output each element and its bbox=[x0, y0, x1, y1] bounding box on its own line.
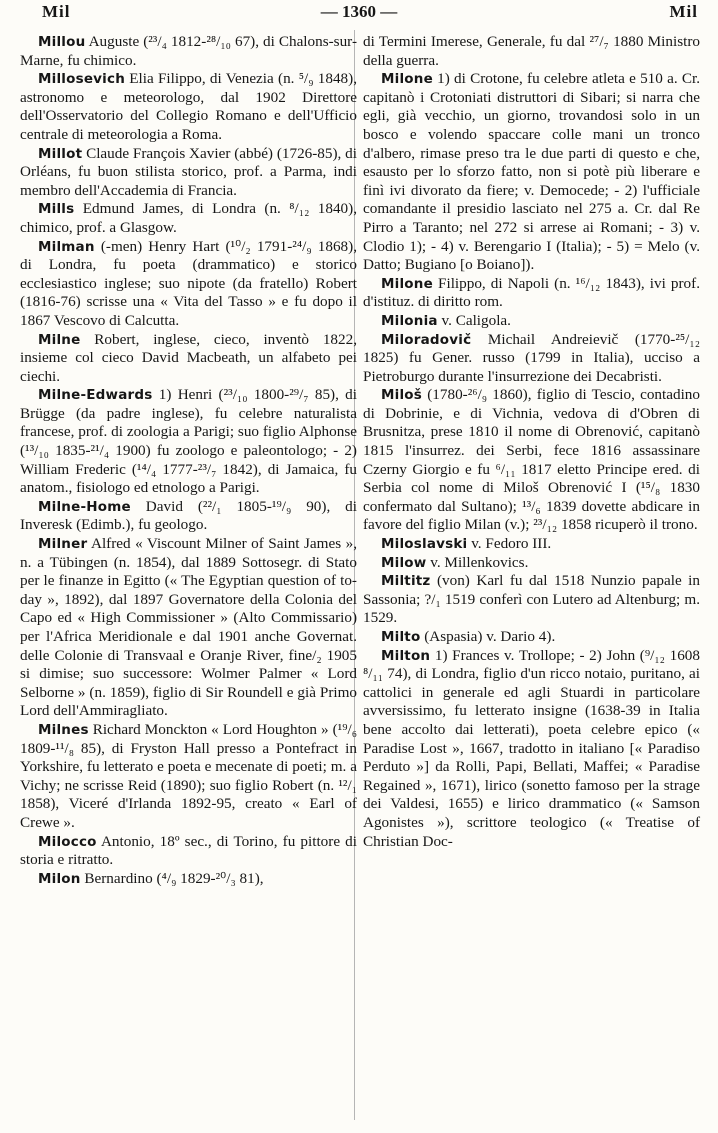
entry-miloslavski bbox=[363, 535, 700, 554]
header-right-guideword: Mil bbox=[669, 2, 698, 21]
headword: Milnes bbox=[38, 721, 89, 738]
entry-text: Auguste (²³/₄ 1812-²⁸/₁₀ 67), di Chalons-sur-Marne, fu chimico. bbox=[20, 33, 357, 69]
headword: Millot bbox=[38, 145, 83, 162]
entry-millou bbox=[20, 33, 357, 70]
entry-mills bbox=[20, 200, 357, 237]
headword: Milne-Home bbox=[38, 498, 131, 515]
entry-milone-filippo bbox=[363, 275, 700, 312]
entry-millot bbox=[20, 145, 357, 201]
entry-milner bbox=[20, 535, 357, 721]
entry-milow bbox=[363, 554, 700, 573]
headword: Milman bbox=[38, 238, 95, 255]
entry-milon bbox=[20, 870, 357, 889]
headword: Milon bbox=[38, 870, 81, 887]
headword: Miloš bbox=[381, 387, 422, 404]
entry-text: Edmund James, di Londra (n. ⁸/₁₂ 1840), chimico, prof. a Glasgow. bbox=[20, 200, 357, 236]
entry-text: Richard Monckton « Lord Houghton » (¹⁹/₆ 1809-¹¹/₈ 85), di Fryston Hall presso a Pontefract in Yorkshire, fu letterato e poeta e mecenate di poeti; m. a Vichy; ne scrisse Reid (1890); suo figlio Robert (n. ¹²/₁ 1858), Viceré d'Irlanda 1892-95, creato « Earl of Crewe ». bbox=[20, 720, 357, 831]
entry-text: (-men) Henry Hart (¹⁰/₂ 1791-²⁴/₉ 1868), di Londra, fu poeta (drammatico) e storico ecclesiastico inglese; suo nipote (da fratello) Robert (1816-76) scrisse una « Vita del Tasso » e fu dopo il 1867 Vescovo di Calcutta. bbox=[20, 237, 357, 329]
entry-text: Bernardino (⁴/₉ 1829-²⁰/₃ 81), bbox=[80, 869, 264, 887]
headword: Miltitz bbox=[381, 573, 431, 590]
headword: Milone bbox=[381, 275, 433, 292]
headword: Milonia bbox=[381, 312, 438, 329]
entry-text: (Aspasia) v. Dario 4). bbox=[420, 628, 556, 645]
entry-milman bbox=[20, 238, 357, 331]
entry-text: (von) Karl fu dal 1518 Nunzio papale in Sassonia; ?/₁ 1519 conferì con Lutero ad Altenburg; m. 1529. bbox=[363, 572, 700, 627]
entry-miloradovic bbox=[363, 331, 700, 387]
left-column bbox=[20, 33, 357, 888]
headword: Miloradovič bbox=[381, 331, 472, 348]
headword: Millosevich bbox=[38, 71, 126, 88]
headword: Mills bbox=[38, 201, 75, 218]
headword: Milne bbox=[38, 331, 81, 348]
headword: Millou bbox=[38, 34, 86, 50]
headword: Miloslavski bbox=[381, 536, 468, 553]
headword: Milto bbox=[381, 629, 421, 645]
headword: Milocco bbox=[38, 833, 97, 850]
entry-text: v. Caligola. bbox=[437, 311, 511, 329]
entry-text: 1) Henri (²³/₁₀ 1800-²⁹/₇ 85), di Brügge (da padre inglese), fu celebre naturalista francese, prof. di zoologia a Parigi; suo figlio Alphonse (¹³/₁₀ 1835-²¹/₄ 1900) fu zoologo e paleontologo; - 2) William Frederic (¹⁴/₄ 1777-²³/₇ 1842), di Jamaica, fu anatom., fisiologo ed etnologo a Parigi. bbox=[20, 386, 357, 497]
entry-text: Robert, inglese, cieco, inventò 1822, insieme col cieco David Macbeath, un alfabeto pei ciechi. bbox=[20, 330, 357, 385]
entry-text: 1) di Crotone, fu celebre atleta e 510 a. Cr. capitanò i Crotoniati distruttori di Sibari; si narra che egli, già vecchio, un giorno, trovandosi solo in un bosco e volendo spaccare colle mani un tronco d'albero, rimase preso tra le due parti di questo e che, esausto per lo sforzo fatto, non si potè più liberare e finì ivi divorato da fiere; v. Democede; - 2) l'ufficiale comandante il presidio lasciato nel 275 a. Cr. dal Re Pirro a Taranto; nel 272 si arrese ai Romani; - 3) v. Clodio 1); - 4) v. Berengario I (Italia); - 5) = Melo (v. Datto; Bugiano [o Boiano]). bbox=[363, 70, 700, 274]
entry-milon-continued bbox=[363, 33, 700, 70]
page-header bbox=[0, 0, 718, 26]
entry-milocco bbox=[20, 833, 357, 870]
entry-milonia bbox=[363, 312, 700, 331]
entry-text: David (²²/₁ 1805-¹⁹/₉ 90), di Inveresk (Edimb.), fu geologo. bbox=[20, 497, 357, 534]
entry-text: Alfred « Viscount Milner of Saint James », n. a Tübingen (n. 1854), dal 1889 Sottosegr. di Stato per le finanze in Egitto (« The Egyptian question of to-day », 1892), dal 1897 Governatore della Colonia del Capo ed « High Commissioner » (Alto Commissario) per l'Africa Meridionale e dal 1901 anche Governat. delle Colonie di Transvaal e Oranje River, fine/₂ 1905 si dimise; suo successore: Wolmer Palmer « Lord Selborne » (n. 1859), figlio di Sir Roundell e già Primo Lord dell'Ammiragliato. bbox=[20, 535, 357, 720]
entry-millosevich bbox=[20, 70, 357, 144]
right-column bbox=[363, 33, 700, 851]
entry-text: Claude François Xavier (abbé) (1726-85), di Orléans, fu buon stilista storico, prof. a Parma, indi membro dell'Accademia di Francia. bbox=[20, 144, 357, 199]
headword: Milton bbox=[381, 647, 431, 664]
entry-text: v. Fedoro III. bbox=[467, 535, 552, 553]
entry-milos bbox=[363, 386, 700, 535]
headword: Milone bbox=[381, 71, 433, 88]
entry-text: (1780-²⁶/₉ 1860), figlio di Tescio, contadino di Dobrinie, e di Vichnia, vedova di d'Obren di Brusnitza, prese 1810 il nome di Obrenović, capitanò 1815 l'insurrez. dei Serbi, fece 1816 assassinare Czerny Giorgio e fu ⁶/₁₁ 1817 eletto Principe ered. di Serbia col nome di Miloš Obrenović I (¹⁵/₈ 1830 confermato dal Sultano); ¹³/₆ 1839 dovette abdicare in favore del figlio Milan (v.); ²³/₁₂ 1858 ricuperò il trono. bbox=[363, 386, 700, 534]
headword: Milne-Edwards bbox=[38, 387, 153, 404]
headword: Milner bbox=[38, 536, 88, 553]
entry-milnes bbox=[20, 721, 357, 833]
entry-text: 1) Frances v. Trollope; - 2) John (⁹/₁₂ 1608 ⁸/₁₁ 74), di Londra, figlio d'un ricco notaio, puritano, ai cattolici in generale ed agli Stuardi in particolare avversissimo, fu letterato insigne (1638-39 in Italia bene accolto dai letterati), poeta celebre epico (« Paradise Lost », 1667, tradotto in italiano [« Paradiso Perduto »] da Rolli, Papi, Bellati, Maffei; « Paradise Regained », 1671), lirico (sonetto famoso per la strage dei Valdesi, 1655) e lirico drammatico (« Samson Agonistes »), scrittore teologico (« Treatise of Christian Doc- bbox=[363, 646, 700, 850]
entry-text: v. Millenkovics. bbox=[426, 553, 529, 571]
entry-text: Filippo, di Napoli (n. ¹⁶/₁₂ 1843), ivi prof. d'istituz. di diritto rom. bbox=[363, 274, 700, 311]
entry-milne-edwards bbox=[20, 386, 357, 498]
entry-milto bbox=[363, 628, 700, 647]
entry-text: di Termini Imerese, Generale, fu dal ²⁷/₇ 1880 Ministro della guerra. bbox=[363, 33, 700, 69]
entry-text: Michail Andreievič (1770-²⁵/₁₂ 1825) fu Gener. russo (1799 in Italia), ucciso a Pietroburgo durante l'insurrezione dei Decabristi. bbox=[363, 330, 700, 385]
entry-milton bbox=[363, 647, 700, 852]
page-number: — 1360 — bbox=[320, 2, 398, 21]
entry-milone-crotone bbox=[363, 70, 700, 275]
headword: Milow bbox=[381, 554, 427, 571]
entry-text: Elia Filippo, di Venezia (n. ⁵/₉ 1848), astronomo e meteorologo, dal 1902 Direttore dell'Osservatorio del Collegio Romano e dell'Ufficio centrale di meteorologia a Roma. bbox=[20, 70, 357, 143]
header-left-guideword: Mil bbox=[42, 2, 71, 21]
entry-miltitz bbox=[363, 572, 700, 628]
entry-milne-home bbox=[20, 498, 357, 535]
entry-milne bbox=[20, 331, 357, 387]
entry-text: Antonio, 18º sec., di Torino, fu pittore di storia e ritratto. bbox=[20, 832, 357, 869]
